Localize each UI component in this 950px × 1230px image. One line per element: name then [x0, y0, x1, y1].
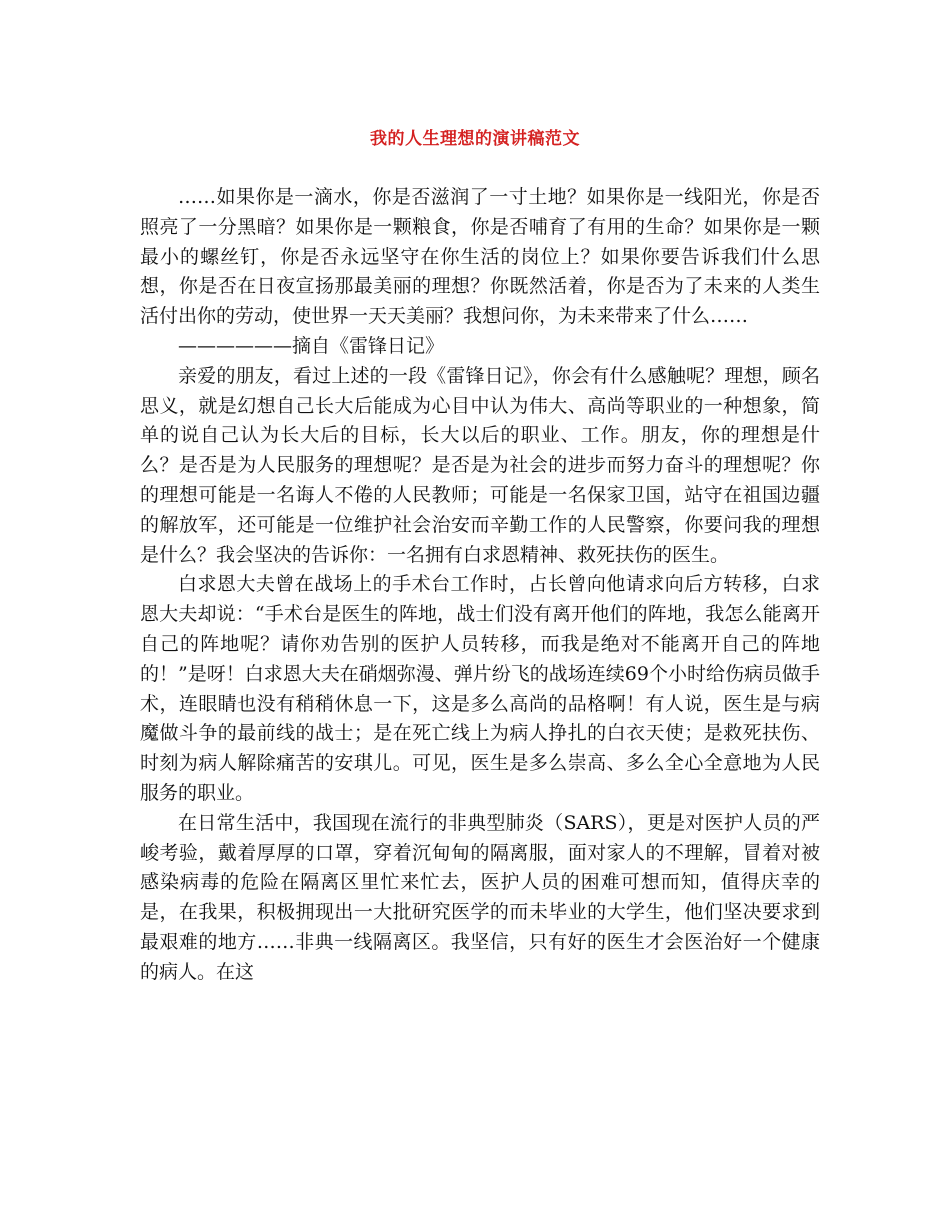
paragraph-bethune: 白求恩大夫曾在战场上的手术台工作时，占长曾向他请求向后方转移，白求恩大夫却说：“手术台是医生的阵地，战士们没有离开他们的阵地，我怎么能离开自己的阵地呢？请你劝告别的医护人员转移，而我是绝对不能离开自己的阵地的！”是呀！白求恩大夫在硝烟弥漫、弹片纷飞的战场连续69个小时给伤病员做手术，连眼睛也没有稍稍休息一下，这是多么高尚的品格啊！有人说，医生是与病魔做斗争的最前线的战士；是在死亡线上为病人挣扎的白衣天使；是救死扶伤、时刻为病人解除痛苦的安琪儿。可见，医生是多么崇高、多么全心全意地为人民服务的职业。 — [140, 573, 820, 804]
document-body — [140, 183, 820, 988]
paragraph-ideal: 亲爱的朋友，看过上述的一段《雷锋日记》，你会有什么感触呢？理想，顾名思义，就是幻想自己长大后能成为心目中认为伟大、高尚等职业的一种想象，简单的说自己认为长大后的目标，长大以后的职业、工作。朋友，你的理想是什么？是否是为人民服务的理想呢？是否是为社会的进步而努力奋斗的理想呢？你的理想可能是一名诲人不倦的人民教师；可能是一名保家卫国，站守在祖国边疆的解放军，还可能是一位维护社会治安而辛勤工作的人民警察，你要问我的理想是什么？我会坚决的告诉你：一名拥有白求恩精神、救死扶伤的医生。 — [140, 364, 820, 566]
document-title: 我的人生理想的演讲稿范文 — [370, 129, 580, 149]
paragraph-intro-quote: ……如果你是一滴水，你是否滋润了一寸土地？如果你是一线阳光，你是否照亮了一分黑暗？如果你是一颗粮食，你是否哺育了有用的生命？如果你是一颗最小的螺丝钉，你是否永远坚守在你生活的岗位上？如果你要告诉我们什么思想，你是否在日夜宣扬那最美丽的理想？你既然活着，你是否为了未来的人类生活付出你的劳动，使世界一天天美丽？我想问你，为未来带来了什么…… — [140, 186, 820, 328]
paragraph-sars: 在日常生活中，我国现在流行的非典型肺炎（SARS），更是对医护人员的严峻考验，戴着厚厚的口罩，穿着沉甸甸的隔离服，面对家人的不理解，冒着对被感染病毒的危险在隔离区里忙来忙去，医护人员的困难可想而知，值得庆幸的是，在我果，积极拥现出一大批研究医学的而未毕业的大学生，他们坚决要求到最艰难的地方……非典一线隔离区。我坚信，只有好的医生才会医治好一个健康的病人。在这 — [140, 811, 820, 983]
quote-source: ——————摘自《雷锋日记》 — [178, 334, 445, 357]
